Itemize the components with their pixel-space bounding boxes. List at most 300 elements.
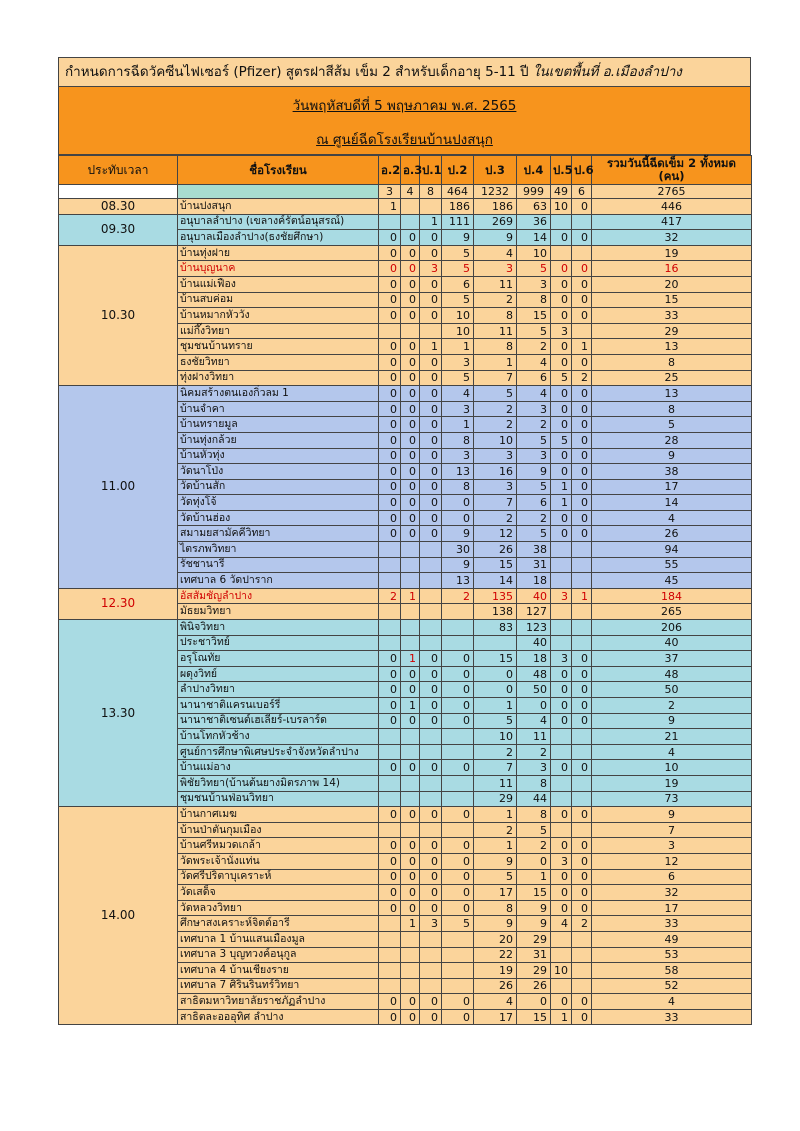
grade-count-cell: 0: [420, 495, 442, 511]
row-total-cell: 55: [592, 557, 752, 573]
grade-count-cell: 3: [517, 448, 551, 464]
school-row: [59, 199, 752, 215]
grade-count-cell: 0: [551, 464, 572, 480]
grade-count-cell: [379, 604, 401, 620]
grade-count-cell: 1: [474, 838, 517, 854]
grade-count-cell: 0: [572, 308, 592, 324]
grade-count-cell: 5: [474, 713, 517, 729]
school-name-cell: บ้านหัวทุ่ง: [178, 448, 379, 464]
grade-count-cell: [401, 775, 420, 791]
grade-count-cell: 0: [379, 245, 401, 261]
row-total-cell: 9: [592, 448, 752, 464]
school-name-cell: วัดบ้านสัก: [178, 479, 379, 495]
grade-count-cell: 0: [442, 495, 474, 511]
grade-count-cell: [401, 744, 420, 760]
grade-count-cell: 0: [442, 760, 474, 776]
grade-count-cell: 36: [517, 214, 551, 230]
row-total-cell: 73: [592, 791, 752, 807]
school-name-cell: แม่กึ๊งวิทยา: [178, 323, 379, 339]
row-total-cell: 8: [592, 401, 752, 417]
grade-count-cell: 0: [551, 760, 572, 776]
col-header-grade: ป.3: [474, 156, 517, 185]
grade-count-cell: [551, 931, 572, 947]
grade-count-cell: 3: [442, 448, 474, 464]
schedule-table-body: [59, 156, 752, 1025]
school-row: [59, 386, 752, 402]
grade-count-cell: [379, 214, 401, 230]
grade-count-cell: [420, 729, 442, 745]
grade-count-cell: 0: [442, 838, 474, 854]
grade-count-cell: 8: [517, 292, 551, 308]
grand-total-cell: 3: [379, 185, 401, 199]
grade-count-cell: 0: [379, 292, 401, 308]
school-name-cell: วัดพระเจ้านั่งแท่น: [178, 853, 379, 869]
grade-count-cell: 0: [379, 401, 401, 417]
grade-count-cell: 4: [474, 994, 517, 1010]
grade-count-cell: 31: [517, 947, 551, 963]
grade-count-cell: 0: [420, 308, 442, 324]
grade-count-cell: 16: [474, 464, 517, 480]
grade-count-cell: 40: [517, 588, 551, 604]
grade-count-cell: [379, 635, 401, 651]
grade-count-cell: [379, 775, 401, 791]
grade-count-cell: 0: [420, 682, 442, 698]
grade-count-cell: 0: [401, 666, 420, 682]
grade-count-cell: [442, 620, 474, 636]
row-total-cell: 33: [592, 916, 752, 932]
grade-count-cell: 0: [420, 807, 442, 823]
grade-count-cell: 1: [474, 354, 517, 370]
row-total-cell: 19: [592, 775, 752, 791]
grade-count-cell: 3: [517, 760, 551, 776]
grade-count-cell: 4: [517, 386, 551, 402]
grade-count-cell: [379, 557, 401, 573]
grade-count-cell: [420, 573, 442, 589]
grade-count-cell: [401, 573, 420, 589]
grade-count-cell: 30: [442, 542, 474, 558]
school-name-cell: มัธยมวิทยา: [178, 604, 379, 620]
col-header-grade: อ.3: [401, 156, 420, 185]
school-name-cell: อัสสัมชัญลำปาง: [178, 588, 379, 604]
row-total-cell: 20: [592, 276, 752, 292]
grade-count-cell: 0: [474, 682, 517, 698]
grade-count-cell: [551, 947, 572, 963]
grade-count-cell: 0: [551, 401, 572, 417]
grand-total-row: [59, 185, 752, 199]
grade-count-cell: [379, 931, 401, 947]
grade-count-cell: [442, 775, 474, 791]
grade-count-cell: 0: [572, 651, 592, 667]
row-total-cell: 14: [592, 495, 752, 511]
school-name-cell: ชุมชนบ้านทราย: [178, 339, 379, 355]
grade-count-cell: 1: [551, 495, 572, 511]
school-name-cell: ลำปางวิทยา: [178, 682, 379, 698]
grade-count-cell: 9: [517, 900, 551, 916]
grade-count-cell: [420, 620, 442, 636]
grade-count-cell: 0: [420, 292, 442, 308]
row-total-cell: 5: [592, 417, 752, 433]
grade-count-cell: 0: [551, 682, 572, 698]
row-total-cell: 17: [592, 479, 752, 495]
grade-count-cell: 0: [572, 900, 592, 916]
grade-count-cell: 40: [517, 635, 551, 651]
grade-count-cell: 0: [551, 838, 572, 854]
grade-count-cell: 0: [517, 698, 551, 714]
school-name-cell: วัดบ้านฮ่อง: [178, 510, 379, 526]
grade-count-cell: 0: [379, 1009, 401, 1025]
grade-count-cell: 0: [420, 386, 442, 402]
grade-count-cell: 138: [474, 604, 517, 620]
grade-count-cell: 0: [572, 698, 592, 714]
grade-count-cell: 1: [551, 1009, 572, 1025]
grade-count-cell: [551, 214, 572, 230]
schedule-table: [58, 155, 752, 1025]
grade-count-cell: 0: [551, 261, 572, 277]
grade-count-cell: [442, 822, 474, 838]
grade-count-cell: 0: [401, 339, 420, 355]
grade-count-cell: [551, 744, 572, 760]
grade-count-cell: 0: [572, 994, 592, 1010]
row-total-cell: 52: [592, 978, 752, 994]
grade-count-cell: 0: [420, 354, 442, 370]
grade-count-cell: 0: [551, 292, 572, 308]
grade-count-cell: [420, 947, 442, 963]
grade-count-cell: 8: [442, 432, 474, 448]
grade-count-cell: 5: [517, 323, 551, 339]
grade-count-cell: 0: [572, 1009, 592, 1025]
grade-count-cell: 0: [420, 760, 442, 776]
grade-count-cell: [420, 588, 442, 604]
grade-count-cell: 0: [379, 698, 401, 714]
grade-count-cell: 1: [442, 339, 474, 355]
grade-count-cell: 0: [379, 526, 401, 542]
grade-count-cell: 8: [442, 479, 474, 495]
grade-count-cell: 26: [474, 978, 517, 994]
grade-count-cell: 15: [474, 651, 517, 667]
grade-count-cell: [442, 729, 474, 745]
row-total-cell: 94: [592, 542, 752, 558]
grade-count-cell: [401, 557, 420, 573]
grade-count-cell: 2: [474, 292, 517, 308]
grade-count-cell: [551, 775, 572, 791]
grade-count-cell: 5: [517, 432, 551, 448]
grade-count-cell: 0: [572, 526, 592, 542]
grade-count-cell: 0: [401, 838, 420, 854]
col-header-grade: ป.1: [420, 156, 442, 185]
school-name-cell: บ้านกาศเมฆ: [178, 807, 379, 823]
grade-count-cell: [379, 323, 401, 339]
grade-count-cell: [551, 822, 572, 838]
grade-count-cell: 0: [379, 276, 401, 292]
grade-count-cell: 4: [517, 354, 551, 370]
grade-count-cell: 0: [442, 698, 474, 714]
school-row: [59, 807, 752, 823]
blank-cell: [59, 185, 178, 199]
grade-count-cell: 0: [551, 510, 572, 526]
row-total-cell: 12: [592, 853, 752, 869]
row-total-cell: 53: [592, 947, 752, 963]
school-name-cell: ศูนย์การศึกษาพิเศษประจำจังหวัดลำปาง: [178, 744, 379, 760]
grade-count-cell: 0: [379, 760, 401, 776]
school-name-cell: สาธิตละอออุทิศ ลำปาง: [178, 1009, 379, 1025]
grade-count-cell: [401, 931, 420, 947]
school-name-cell: วัดศรีปริตาบุเคราะห์: [178, 869, 379, 885]
grade-count-cell: [379, 916, 401, 932]
grade-count-cell: 0: [401, 495, 420, 511]
grade-count-cell: 22: [474, 947, 517, 963]
grade-count-cell: 0: [572, 292, 592, 308]
grade-count-cell: 2: [517, 510, 551, 526]
grade-count-cell: 0: [420, 417, 442, 433]
grade-count-cell: 1: [401, 651, 420, 667]
grade-count-cell: 0: [401, 713, 420, 729]
grade-count-cell: [551, 729, 572, 745]
grade-count-cell: 5: [442, 261, 474, 277]
row-total-cell: 4: [592, 744, 752, 760]
grade-count-cell: 2: [474, 401, 517, 417]
grade-count-cell: 0: [420, 666, 442, 682]
grade-count-cell: 5: [551, 370, 572, 386]
grade-count-cell: 0: [379, 713, 401, 729]
grade-count-cell: 0: [572, 495, 592, 511]
grade-count-cell: 2: [474, 822, 517, 838]
grade-count-cell: 3: [474, 261, 517, 277]
grade-count-cell: 0: [379, 370, 401, 386]
venue-line: ณ ศูนย์ฉีดโรงเรียนบ้านปงสนุก: [316, 132, 493, 148]
sheet-subtitle: [58, 87, 751, 155]
grand-total-cell: 8: [420, 185, 442, 199]
grade-count-cell: 0: [401, 261, 420, 277]
grade-count-cell: 0: [401, 230, 420, 246]
grade-count-cell: 0: [420, 885, 442, 901]
grade-count-cell: 0: [379, 354, 401, 370]
row-total-cell: 40: [592, 635, 752, 651]
vaccination-schedule-sheet: [58, 57, 751, 1025]
school-name-cell: บ้านหมากหัววัง: [178, 308, 379, 324]
grade-count-cell: 10: [551, 199, 572, 215]
grade-count-cell: 0: [442, 869, 474, 885]
grade-count-cell: 9: [442, 230, 474, 246]
grade-count-cell: 0: [551, 713, 572, 729]
grade-count-cell: 0: [379, 479, 401, 495]
grade-count-cell: 0: [442, 900, 474, 916]
grade-count-cell: 3: [551, 323, 572, 339]
grade-count-cell: 50: [517, 682, 551, 698]
row-total-cell: 13: [592, 386, 752, 402]
grade-count-cell: [572, 822, 592, 838]
grade-count-cell: [420, 775, 442, 791]
grade-count-cell: 0: [379, 230, 401, 246]
grade-count-cell: 0: [572, 510, 592, 526]
grade-count-cell: 0: [379, 495, 401, 511]
grade-count-cell: [442, 931, 474, 947]
grade-count-cell: [442, 635, 474, 651]
school-name-cell: ธงชัยวิทยา: [178, 354, 379, 370]
grade-count-cell: 14: [474, 573, 517, 589]
school-name-cell: วัดเสด็จ: [178, 885, 379, 901]
grade-count-cell: 0: [401, 370, 420, 386]
time-slot-cell: 08.30: [59, 199, 178, 215]
grade-count-cell: 0: [572, 276, 592, 292]
grade-count-cell: 0: [379, 869, 401, 885]
grade-count-cell: 10: [474, 432, 517, 448]
grade-count-cell: 8: [517, 775, 551, 791]
school-name-cell: นานาชาติเซนต์เฮเลียร์-เบรลาร์ด: [178, 713, 379, 729]
grade-count-cell: 0: [420, 401, 442, 417]
date-line: วันพฤหัสบดีที่ 5 พฤษภาคม พ.ศ. 2565: [292, 98, 517, 114]
row-total-cell: 184: [592, 588, 752, 604]
grade-count-cell: 9: [474, 853, 517, 869]
grade-count-cell: 10: [474, 729, 517, 745]
grade-count-cell: 5: [474, 869, 517, 885]
grade-count-cell: 10: [551, 963, 572, 979]
grade-count-cell: 4: [442, 386, 474, 402]
col-header-grade: ป.4: [517, 156, 551, 185]
grade-count-cell: 1: [420, 214, 442, 230]
grade-count-cell: [572, 323, 592, 339]
grade-count-cell: 1: [572, 339, 592, 355]
row-total-cell: 8: [592, 354, 752, 370]
grade-count-cell: 0: [420, 276, 442, 292]
row-total-cell: 32: [592, 230, 752, 246]
grade-count-cell: 8: [474, 339, 517, 355]
grade-count-cell: 2: [474, 417, 517, 433]
grade-count-cell: 0: [401, 354, 420, 370]
grade-count-cell: 3: [517, 401, 551, 417]
grade-count-cell: 0: [572, 417, 592, 433]
grade-count-cell: 1: [517, 869, 551, 885]
school-name-cell: ไตรภพวิทยา: [178, 542, 379, 558]
grade-count-cell: [572, 729, 592, 745]
grade-count-cell: 0: [442, 651, 474, 667]
grand-total-cell: 999: [517, 185, 551, 199]
col-header-grade: ป.6: [572, 156, 592, 185]
grade-count-cell: 5: [551, 432, 572, 448]
grade-count-cell: 9: [517, 916, 551, 932]
grade-count-cell: 0: [401, 807, 420, 823]
grade-count-cell: 2: [517, 417, 551, 433]
grade-count-cell: 0: [401, 853, 420, 869]
school-name-cell: บ้านแม่เฟือง: [178, 276, 379, 292]
grade-count-cell: 0: [572, 713, 592, 729]
row-total-cell: 49: [592, 931, 752, 947]
grade-count-cell: 0: [572, 807, 592, 823]
grade-count-cell: [572, 775, 592, 791]
grade-count-cell: 8: [474, 308, 517, 324]
row-total-cell: 7: [592, 822, 752, 838]
grade-count-cell: 0: [551, 448, 572, 464]
grade-count-cell: 0: [401, 448, 420, 464]
grade-count-cell: 1: [401, 698, 420, 714]
grade-count-cell: 63: [517, 199, 551, 215]
col-header-grade: อ.2: [379, 156, 401, 185]
grade-count-cell: 2: [517, 838, 551, 854]
grade-count-cell: [420, 744, 442, 760]
grade-count-cell: 2: [572, 916, 592, 932]
row-total-cell: 33: [592, 1009, 752, 1025]
grade-count-cell: 0: [379, 900, 401, 916]
grade-count-cell: 9: [442, 557, 474, 573]
school-name-cell: บ้านศรีหมวดเกล้า: [178, 838, 379, 854]
grade-count-cell: 0: [401, 510, 420, 526]
grade-count-cell: 10: [442, 323, 474, 339]
grade-count-cell: 0: [572, 432, 592, 448]
grade-count-cell: 0: [420, 479, 442, 495]
row-total-cell: 48: [592, 666, 752, 682]
school-row: [59, 214, 752, 230]
grade-count-cell: 0: [572, 853, 592, 869]
grade-count-cell: 0: [379, 339, 401, 355]
school-row: [59, 620, 752, 636]
grade-count-cell: 269: [474, 214, 517, 230]
grade-count-cell: 0: [379, 386, 401, 402]
school-name-cell: เทศบาล 4 บ้านเชียงราย: [178, 963, 379, 979]
grade-count-cell: 4: [517, 713, 551, 729]
grade-count-cell: 3: [420, 261, 442, 277]
grade-count-cell: 0: [572, 448, 592, 464]
grade-count-cell: 17: [474, 885, 517, 901]
row-total-cell: 4: [592, 994, 752, 1010]
grade-count-cell: [401, 604, 420, 620]
grade-count-cell: [551, 557, 572, 573]
row-total-cell: 19: [592, 245, 752, 261]
grade-count-cell: [572, 931, 592, 947]
row-total-cell: 13: [592, 339, 752, 355]
grade-count-cell: 2: [379, 588, 401, 604]
grade-count-cell: 6: [442, 276, 474, 292]
grand-total-cell: 6: [572, 185, 592, 199]
grade-count-cell: 0: [420, 994, 442, 1010]
grade-count-cell: 3: [442, 354, 474, 370]
grade-count-cell: 0: [379, 666, 401, 682]
grade-count-cell: [379, 947, 401, 963]
column-header-row: [59, 156, 752, 185]
grade-count-cell: 0: [551, 869, 572, 885]
grade-count-cell: 0: [420, 869, 442, 885]
col-header-school: ชื่อโรงเรียน: [178, 156, 379, 185]
grade-count-cell: [572, 791, 592, 807]
grade-count-cell: [551, 791, 572, 807]
school-name-cell: เทศบาล 3 บุญทวงค์อนุกูล: [178, 947, 379, 963]
grade-count-cell: [572, 635, 592, 651]
grade-count-cell: 3: [517, 276, 551, 292]
grade-count-cell: 0: [442, 994, 474, 1010]
grade-count-cell: 0: [442, 1009, 474, 1025]
school-name-cell: บ้านจำคา: [178, 401, 379, 417]
grade-count-cell: [551, 245, 572, 261]
grade-count-cell: 13: [442, 464, 474, 480]
school-name-cell: รัชชานารี: [178, 557, 379, 573]
row-total-cell: 37: [592, 651, 752, 667]
grade-count-cell: 0: [379, 651, 401, 667]
grade-count-cell: 2: [572, 370, 592, 386]
row-total-cell: 265: [592, 604, 752, 620]
grade-count-cell: [379, 542, 401, 558]
grade-count-cell: 15: [517, 1009, 551, 1025]
row-total-cell: 417: [592, 214, 752, 230]
school-name-cell: อนุบาลลำปาง (เขลางค์รัตน์อนุสรณ์): [178, 214, 379, 230]
grade-count-cell: 0: [401, 900, 420, 916]
grade-count-cell: [379, 744, 401, 760]
grade-count-cell: 3: [420, 916, 442, 932]
grade-count-cell: 0: [572, 386, 592, 402]
grade-count-cell: [401, 729, 420, 745]
grade-count-cell: 0: [572, 682, 592, 698]
grade-count-cell: [551, 635, 572, 651]
time-slot-cell: 11.00: [59, 386, 178, 589]
grade-count-cell: 0: [401, 479, 420, 495]
grade-count-cell: 5: [442, 370, 474, 386]
